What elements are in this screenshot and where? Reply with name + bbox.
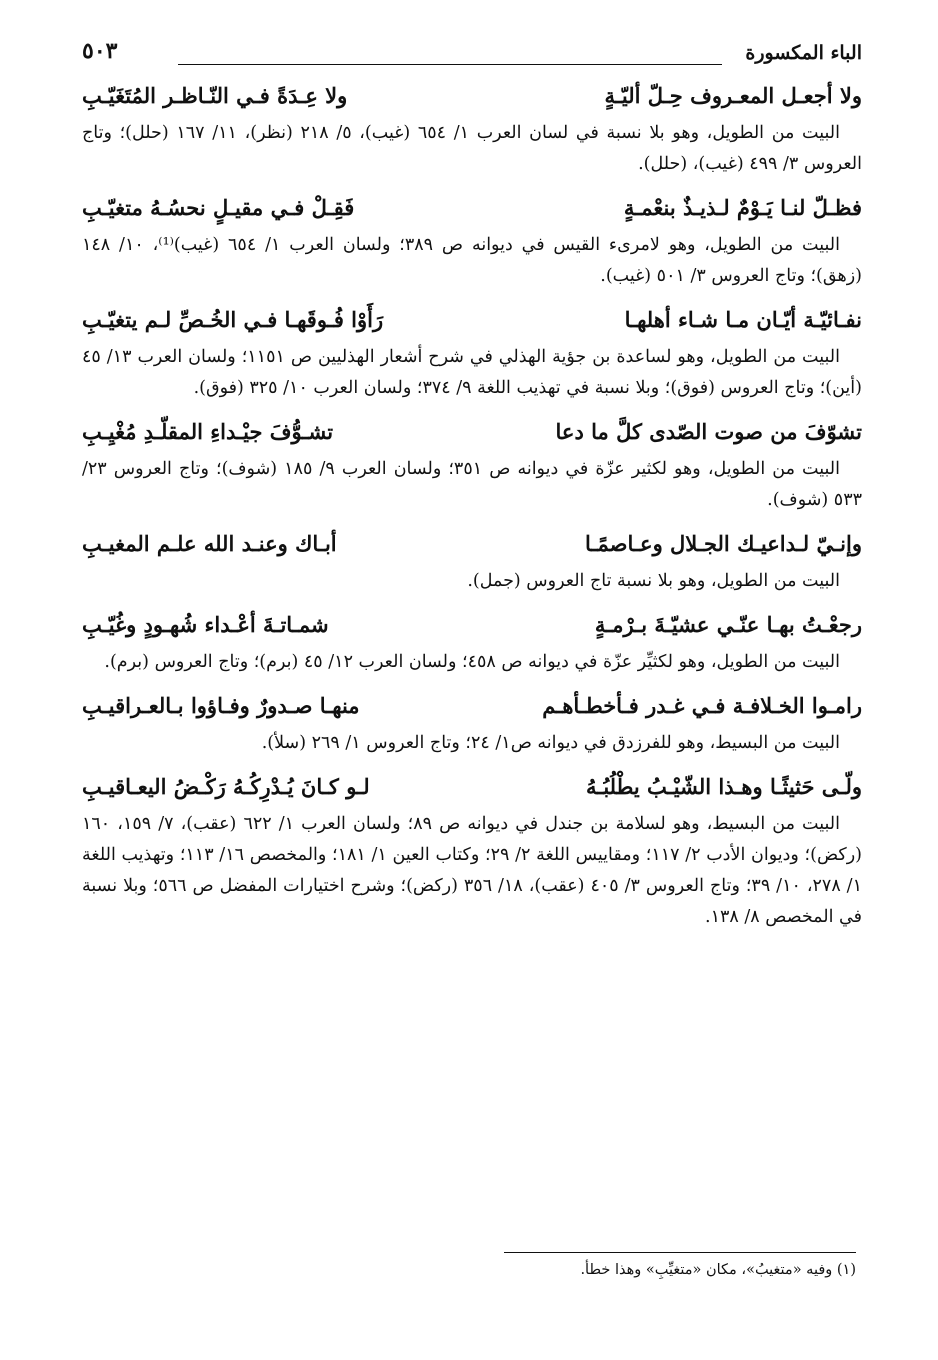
verse-line (82, 522, 862, 566)
verse-entry (82, 765, 862, 933)
header-rule (178, 64, 722, 65)
verse-entry (82, 410, 862, 516)
verse-entry (82, 186, 862, 292)
chapter-title: الباء المكسورة (745, 42, 862, 64)
verse-line (82, 74, 862, 118)
page-number: ٥٠٣ (82, 38, 118, 64)
page (82, 34, 862, 939)
verse-entry (82, 298, 862, 404)
footnote-rule (504, 1252, 856, 1253)
verse-note: البيت من الطويل، وهو لكثيِّر عزّة في ديوانه ص ٤٥٨؛ ولسان العرب ١٢/ ٤٥ (برم)؛ وتاج العروس (برم). (104, 652, 840, 672)
verse-line (82, 765, 862, 809)
first-hemistich: ولا أجعـل المعـروف حِـلّ أليّـةٍ (604, 83, 862, 108)
verse-line (82, 603, 862, 647)
verse-note: البيت من الطويل، وهو بلا نسبة تاج العروس (جمل). (467, 571, 840, 591)
verse-note: البيت من الطويل، وهو بلا نسبة في لسان العرب ١/ ٦٥٤ (غيب)، ٥/ ٢١٨ (نظر)، ١١/ ١٦٧ (حلل)؛ وتاج العروس ٣/ ٤٩٩ (غيب)، (حلل). (82, 123, 862, 174)
second-hemistich: رَأَوْا فُـوقَهـا فـي الخُـصِّ لـم يتغيّـبِ (82, 307, 384, 332)
verse-note: البيت من الطويل، وهو لكثير عزّة في ديوانه ص ٣٥١؛ ولسان العرب ٩/ ١٨٥ (شوف)؛ وتاج العروس ٢٣/ ٥٣٣ (شوف). (82, 459, 862, 510)
verse-line (82, 684, 862, 728)
first-hemistich: وإنـيّ لـداعيـك الجـلال وعـاصمًـا (584, 531, 862, 556)
second-hemistich: لـو كـانَ يُـدْرِكُـهُ رَكْـضُ اليعـاقيـبِ (82, 774, 370, 799)
first-hemistich: فظـلّ لنـا يَـوْمٌ لـذيـذٌ بنعْمـةٍ (623, 195, 862, 220)
verse-line (82, 186, 862, 230)
first-hemistich: رجعْـتُ بهـا عنّـي عشيّـةَ بـرْمـةٍ (594, 612, 862, 637)
second-hemistich: ولا عِـدَةً فـي النّـاظـر المُتَغَيّـبِ (82, 83, 348, 108)
verse-line (82, 410, 862, 454)
verse-entry (82, 74, 862, 180)
first-hemistich: تشوّفَ من صوت الصّدى كلَّ ما دعا (555, 419, 862, 444)
verse-line (82, 298, 862, 342)
first-hemistich: نفـائيّـة أيّـان مـا شـاء أهلهـا (624, 307, 862, 332)
page-header (82, 34, 862, 74)
verse-note: البيت من البسيط، وهو للفرزدق في ديوانه ص١/ ٢٤؛ وتاج العروس ١/ ٢٦٩ (سلأ). (261, 733, 840, 753)
footnote: (١) وفيه «متغيبُ»، مكان «متغيِّبِ» وهذا خطأ. (580, 1262, 856, 1278)
second-hemistich: تشـوُّفَ جيْـداءِ المقلّـدِ مُغْيِـبِ (82, 419, 334, 444)
verse-entry (82, 603, 862, 678)
first-hemistich: ولّـى حَثيثًـا وهـذا الشّيْـبُ يطْلُبُـهُ (585, 774, 862, 799)
verse-entry (82, 522, 862, 597)
second-hemistich: منهـا صـدورٌ وفـاؤوا بـالعـراقيـبِ (82, 693, 360, 718)
second-hemistich: فَقِـلْ فـي مقيـلٍ نحسُـهُ متغيّـبِ (82, 195, 355, 220)
second-hemistich: شمـاتـةَ أعْـداء شُهـودٍ وغُيّـبِ (82, 612, 329, 637)
verse-note: البيت من الطويل، وهو لامرىء القيس في ديوانه ص ٣٨٩؛ ولسان العرب ١/ ٦٥٤ (غيب)⁽¹⁾، ١٠/ ١٤٨ (زهق)؛ وتاج العروس ٣/ ٥٠١ (غيب). (82, 235, 862, 286)
verse-entry (82, 684, 862, 759)
verse-note: البيت من البسيط، وهو لسلامة بن جندل في ديوانه ص ٨٩؛ ولسان العرب ١/ ٦٢٢ (عقب)، ٧/ ١٥٩، ١٦٠ (ركض)؛ وديوان الأدب ٢/ ١١٧؛ ومقاييس اللغة ٢/ ٢٩؛ وكتاب العين ١/ ١٨١؛ والمخصص ١٦/ ١١٣؛ وتهذيب اللغة ١/ ٢٧٨، ١٠/ ٣٩؛ وتاج العروس ٣/ ٤٠٥ (عقب)، ١٨/ ٣٥٦ (ركض)؛ وشرح اختيارات المفضل ص ٥٦٦؛ وبلا نسبة في المخصص ٨/ ١٣٨. (82, 814, 862, 927)
first-hemistich: رامـوا الخـلافـة فـي غـدر فـأخطـأهـم (542, 693, 862, 718)
second-hemistich: أبـاك وعنـد الله علـم المغيـبِ (82, 531, 337, 556)
verse-note: البيت من الطويل، وهو لساعدة بن جؤية الهذلي في شرح أشعار الهذليين ص ١١٥١؛ ولسان العرب ١٣/ ٤٥ (أين)؛ وتاج العروس (فوق)؛ وبلا نسبة في تهذيب اللغة ٩/ ٣٧٤؛ ولسان العرب ١٠/ ٣٢٥ (فوق). (82, 347, 862, 398)
